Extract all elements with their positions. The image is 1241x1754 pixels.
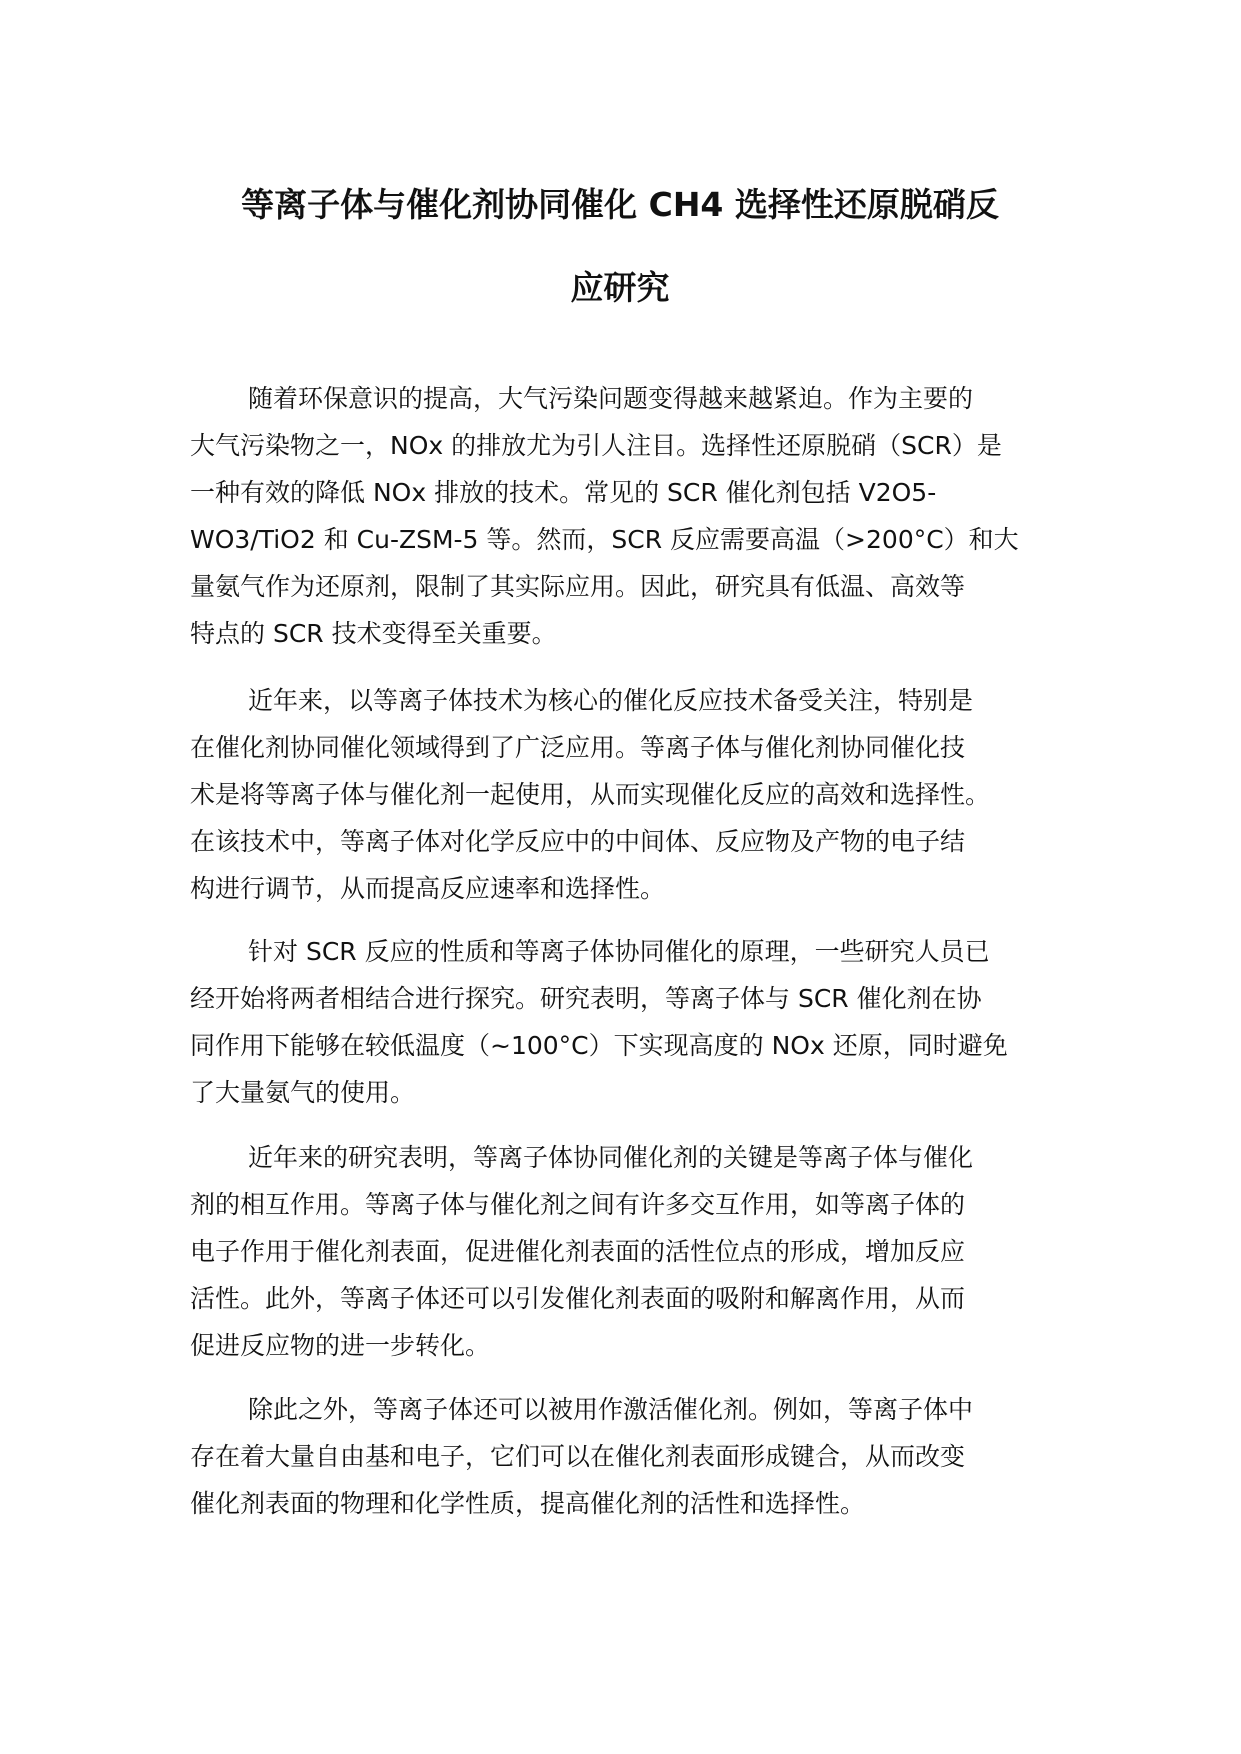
paragraph-line: 近年来，以等离子体技术为核心的催化反应技术备受关注，特别是 bbox=[248, 686, 974, 715]
paragraph-line: 活性。此外，等离子体还可以引发催化剂表面的吸附和解离作用，从而 bbox=[190, 1284, 966, 1313]
paragraph-line: 针对 SCR 反应的性质和等离子体协同催化的原理，一些研究人员已 bbox=[248, 937, 990, 966]
paragraph-line: 大气污染物之一，NOx 的排放尤为引人注目。选择性还原脱硝（SCR）是 bbox=[190, 431, 1002, 460]
paragraph-4 bbox=[190, 1134, 1090, 1369]
paragraph-3 bbox=[190, 928, 1090, 1116]
paragraph-line: 在该技术中，等离子体对化学反应中的中间体、反应物及产物的电子结 bbox=[190, 827, 966, 856]
paragraph-line: 构进行调节，从而提高反应速率和选择性。 bbox=[190, 874, 666, 903]
paragraph-line: 特点的 SCR 技术变得至关重要。 bbox=[190, 619, 557, 648]
paragraph-line: 随着环保意识的提高，大气污染问题变得越来越紧迫。作为主要的 bbox=[248, 384, 974, 413]
paragraph-line: 促进反应物的进一步转化。 bbox=[190, 1331, 491, 1360]
paragraph-line: 经开始将两者相结合进行探究。研究表明，等离子体与 SCR 催化剂在协 bbox=[190, 984, 982, 1013]
paragraph-line: 催化剂表面的物理和化学性质，提高催化剂的活性和选择性。 bbox=[190, 1489, 866, 1518]
paragraph-5 bbox=[190, 1386, 1090, 1527]
paragraph-line: 同作用下能够在较低温度（~100°C）下实现高度的 NOx 还原，同时避免 bbox=[190, 1031, 1008, 1060]
paragraph-line: 存在着大量自由基和电子，它们可以在催化剂表面形成键合，从而改变 bbox=[190, 1442, 966, 1471]
document-title-line-1: 等离子体与催化剂协同催化 CH4 选择性还原脱硝反 bbox=[241, 185, 999, 224]
paragraph-line: 在催化剂协同催化领域得到了广泛应用。等离子体与催化剂协同催化技 bbox=[190, 733, 966, 762]
paragraph-line: 除此之外，等离子体还可以被用作激活催化剂。例如，等离子体中 bbox=[248, 1395, 974, 1424]
paragraph-line: 量氨气作为还原剂，限制了其实际应用。因此，研究具有低温、高效等 bbox=[190, 572, 966, 601]
paragraph-line: 术是将等离子体与催化剂一起使用，从而实现催化反应的高效和选择性。 bbox=[190, 780, 991, 809]
paragraph-line: 电子作用于催化剂表面，促进催化剂表面的活性位点的形成，增加反应 bbox=[190, 1237, 966, 1266]
paragraph-line: 了大量氨气的使用。 bbox=[190, 1078, 416, 1107]
document-title-line-2: 应研究 bbox=[570, 268, 670, 307]
paragraph-line: 剂的相互作用。等离子体与催化剂之间有许多交互作用，如等离子体的 bbox=[190, 1190, 966, 1219]
paragraph-line: WO3/TiO2 和 Cu-ZSM-5 等。然而，SCR 反应需要高温（>200°C）和大 bbox=[190, 525, 1019, 554]
paragraph-1 bbox=[190, 375, 1090, 657]
paragraph-2 bbox=[190, 677, 1090, 912]
paragraph-line: 一种有效的降低 NOx 排放的技术。常见的 SCR 催化剂包括 V2O5- bbox=[190, 478, 937, 507]
paragraph-line: 近年来的研究表明，等离子体协同催化剂的关键是等离子体与催化 bbox=[248, 1143, 974, 1172]
